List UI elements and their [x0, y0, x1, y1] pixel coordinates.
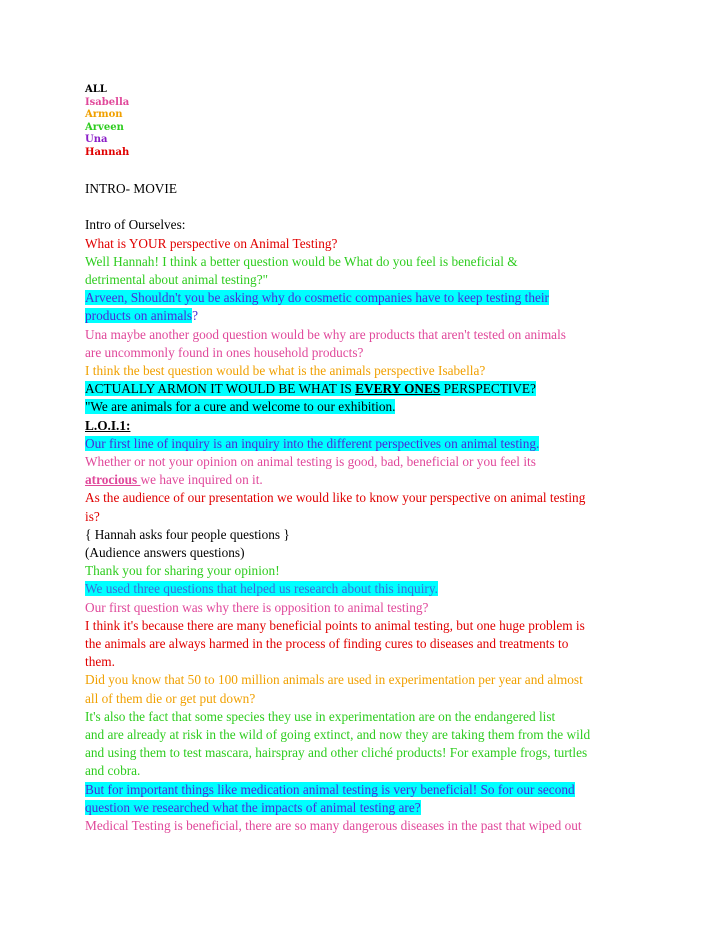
- stage-direction: (Audience answers questions): [85, 545, 245, 561]
- emphasis-atrocious: atrocious: [85, 472, 141, 488]
- script-line-isabella: Una maybe another good question would be why are products that aren't tested on animals: [85, 326, 566, 342]
- script-line-armon: Did you know that 50 to 100 million animals are used in experimentation per year and almost: [85, 672, 583, 688]
- cast-arveen: Arveen: [85, 121, 124, 133]
- intro-movie-line: INTRO- MOVIE: [85, 181, 177, 196]
- script-line-hannah: I think it's because there are many beneficial points to animal testing, but one huge problem is: [85, 617, 585, 633]
- cast-isabella: Isabella: [85, 96, 130, 108]
- script-line-armon: I think the best question would be what is the animals perspective Isabella?: [85, 363, 486, 379]
- script-line-una: We used three questions that helped us research about this inquiry.: [85, 581, 438, 597]
- script-line-isabella: are uncommonly found in ones household products?: [85, 344, 364, 360]
- script-line-hannah: What is YOUR perspective on Animal Testing?: [85, 235, 338, 251]
- script-line-hannah: As the audience of our presentation we would like to know your perspective on animal testing: [85, 490, 586, 506]
- script-line-all: "We are animals for a cure and welcome to our exhibition.: [85, 399, 396, 415]
- stage-direction: { Hannah asks four people questions }: [85, 526, 290, 542]
- cast-list: [85, 84, 129, 160]
- script-line-arveen: detrimental about animal testing?": [85, 272, 269, 287]
- script-line-isabella: Our first question was why there is opposition to animal testing?: [85, 599, 429, 615]
- script-line-una: question we researched what the impacts of animal testing are?: [85, 799, 421, 815]
- emphasis-every-ones: EVERY ONES: [355, 381, 441, 397]
- script-line-hannah: them.: [85, 654, 115, 670]
- cast-all: ALL: [85, 84, 107, 95]
- script-line-arveen: Thank you for sharing your opinion!: [85, 563, 280, 579]
- script-body: [85, 180, 645, 835]
- intro-ourselves-line: Intro of Ourselves:: [85, 217, 186, 233]
- script-line-arveen: It's also the fact that some species they use in experimentation are on the endangered list: [85, 708, 556, 724]
- cast-una: Una: [85, 134, 108, 146]
- script-line-arveen: and cobra.: [85, 763, 141, 779]
- script-line-arveen: and using them to test mascara, hairspray and other cliché products! For example frogs, turtles: [85, 745, 588, 761]
- script-line-una: Our first line of inquiry is an inquiry into the different perspectives on animal testing.: [85, 435, 540, 451]
- script-line-all: ACTUALLY ARMON IT WOULD BE WHAT IS EVERY ONES PERSPECTIVE?: [85, 381, 536, 397]
- script-line-una: But for important things like medication animal testing is very beneficial! So for our second: [85, 781, 575, 797]
- cast-armon: Armon: [85, 109, 123, 121]
- script-line-una: products on animals?: [85, 308, 199, 324]
- loi-heading: L.O.I.1:: [85, 417, 131, 433]
- script-line-hannah: the animals are always harmed in the process of finding cures to diseases and treatments to: [85, 636, 569, 652]
- script-line-hannah: is?: [85, 508, 100, 524]
- script-line-isabella: atrocious we have inquired on it.: [85, 472, 263, 488]
- script-line-isabella: Whether or not your opinion on animal testing is good, bad, beneficial or you feel its: [85, 454, 536, 470]
- script-line-arveen: and are already at risk in the wild of going extinct, and now they are taking them from the wild: [85, 727, 591, 743]
- script-line-una: Arveen, Shouldn't you be asking why do cosmetic companies have to keep testing their: [85, 290, 549, 306]
- script-line-armon: all of them die or get put down?: [85, 690, 256, 706]
- script-line-isabella: Medical Testing is beneficial, there are so many dangerous diseases in the past that wiped out: [85, 818, 582, 834]
- script-line-arveen: Well Hannah! I think a better question would be What do you feel is beneficial &: [85, 253, 518, 269]
- cast-hannah: Hannah: [85, 146, 130, 158]
